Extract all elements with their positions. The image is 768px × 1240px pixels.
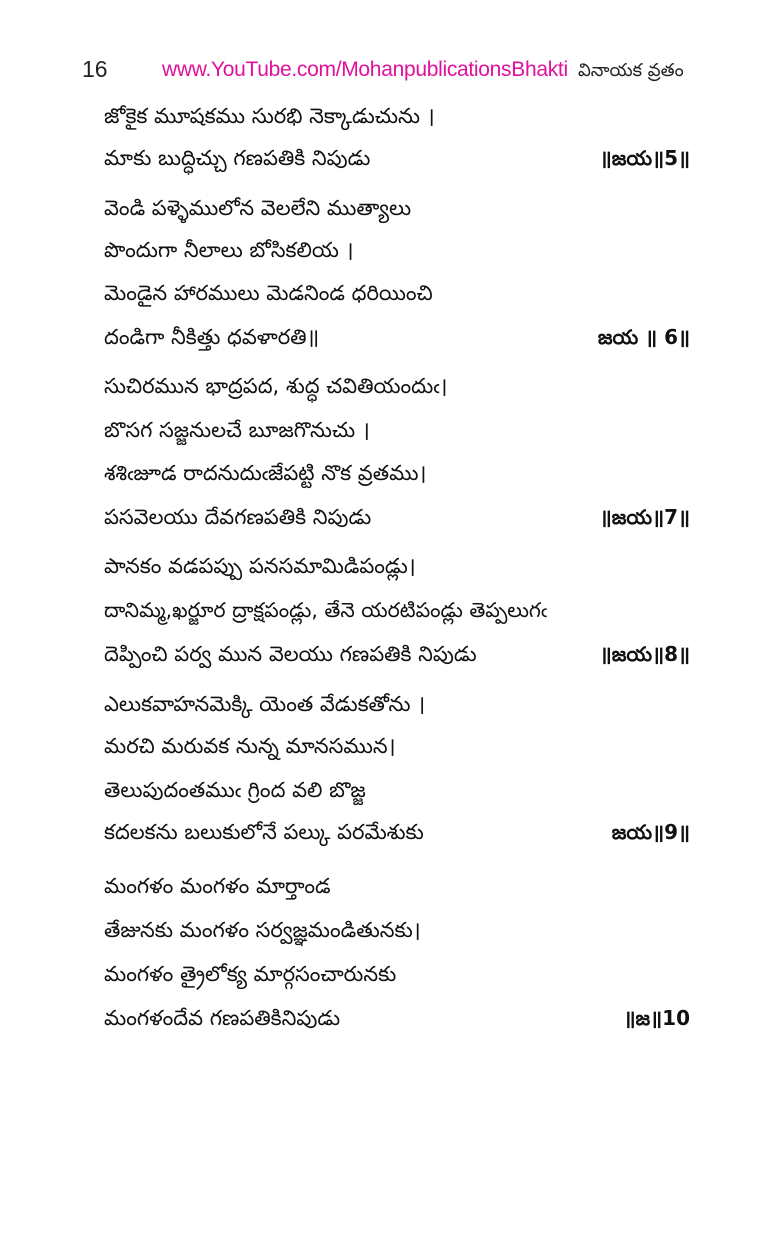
page-number: 16: [82, 56, 108, 82]
verse-line: దానిమ్మ,ఖర్జూర ద్రాక్షపండ్లు, తేనె యరటిపండ్లు తెప్పలుగఁ: [104, 598, 547, 622]
verse-line: తెలుపుదంతముఁ గ్రింద వలి బొజ్జ: [104, 778, 366, 802]
refrain-marker: జయ ॥ 6॥: [597, 325, 690, 349]
verse-line: ఎలుకవాహనమెక్కి యెంత వేడుకతోను ।: [104, 692, 426, 716]
verse-line: మరచి మరువక నున్న మానసమున।: [104, 734, 396, 758]
verse-line: సుచిరమున భాద్రపద, శుద్ధ చవితియందుఁ।: [104, 374, 448, 398]
verse-line: వెండి పళ్ళెములోన వెలలేని ముత్యాలు: [104, 196, 412, 220]
refrain-marker: ॥జయ॥7॥: [599, 505, 690, 529]
verse-line: మెండైన హారములు మెడనిండ ధరియించి: [104, 281, 433, 305]
refrain-marker: ॥జయ॥8॥: [599, 642, 690, 666]
verse-line: జోకైక మూషకము సురభి నెక్కాడుచును ।: [104, 104, 435, 128]
verse-line: దండిగా నీకిత్తు ధవళారతి॥: [104, 325, 320, 349]
youtube-link[interactable]: www.YouTube.com/MohanpublicationsBhakti: [162, 58, 568, 81]
verse-line: పొందుగా నీలాలు బోసికలియ ।: [104, 238, 354, 262]
verse-line: కదలకను బలుకులోనే పల్కు పరమేశుకు: [104, 820, 424, 844]
verse-line: తేజునకు మంగళం సర్వజ్ఞమండితునకు।: [104, 918, 421, 942]
verse-line: బొసగ సజ్జనులచే బూజగొనుచు ।: [104, 418, 370, 442]
refrain-marker: జయ॥9॥: [611, 820, 690, 844]
verse-line: మంగళం మంగళం మార్తాండ: [104, 874, 331, 898]
verse-line: మంగళం త్రైలోక్య మార్గసంచారునకు: [104, 962, 397, 986]
verse-line: శశిఁజూడ రాదనుదుఁజేపట్టి నొక వ్రతము।: [104, 461, 427, 485]
verse-line: మంగళందేవ గణపతికినిపుడు: [104, 1006, 341, 1030]
verse-line: దెప్పించి పర్వ మున వెలయు గణపతికి నిపుడు: [104, 642, 477, 666]
verse-line: పానకం వడపప్పు పనసమామిడిపండ్లు।: [104, 554, 416, 578]
verse-line: మాకు బుద్ధిచ్చు గణపతికి నిపుడు: [104, 146, 371, 170]
refrain-marker: ॥జయ॥5॥: [599, 146, 690, 170]
verse-line: పసవెలయు దేవగణపతికి నిపుడు: [104, 505, 372, 529]
running-title: వినాయక వ్రతం: [578, 60, 684, 81]
refrain-marker: ॥జ॥10: [623, 1006, 690, 1030]
page-header: [0, 56, 768, 92]
